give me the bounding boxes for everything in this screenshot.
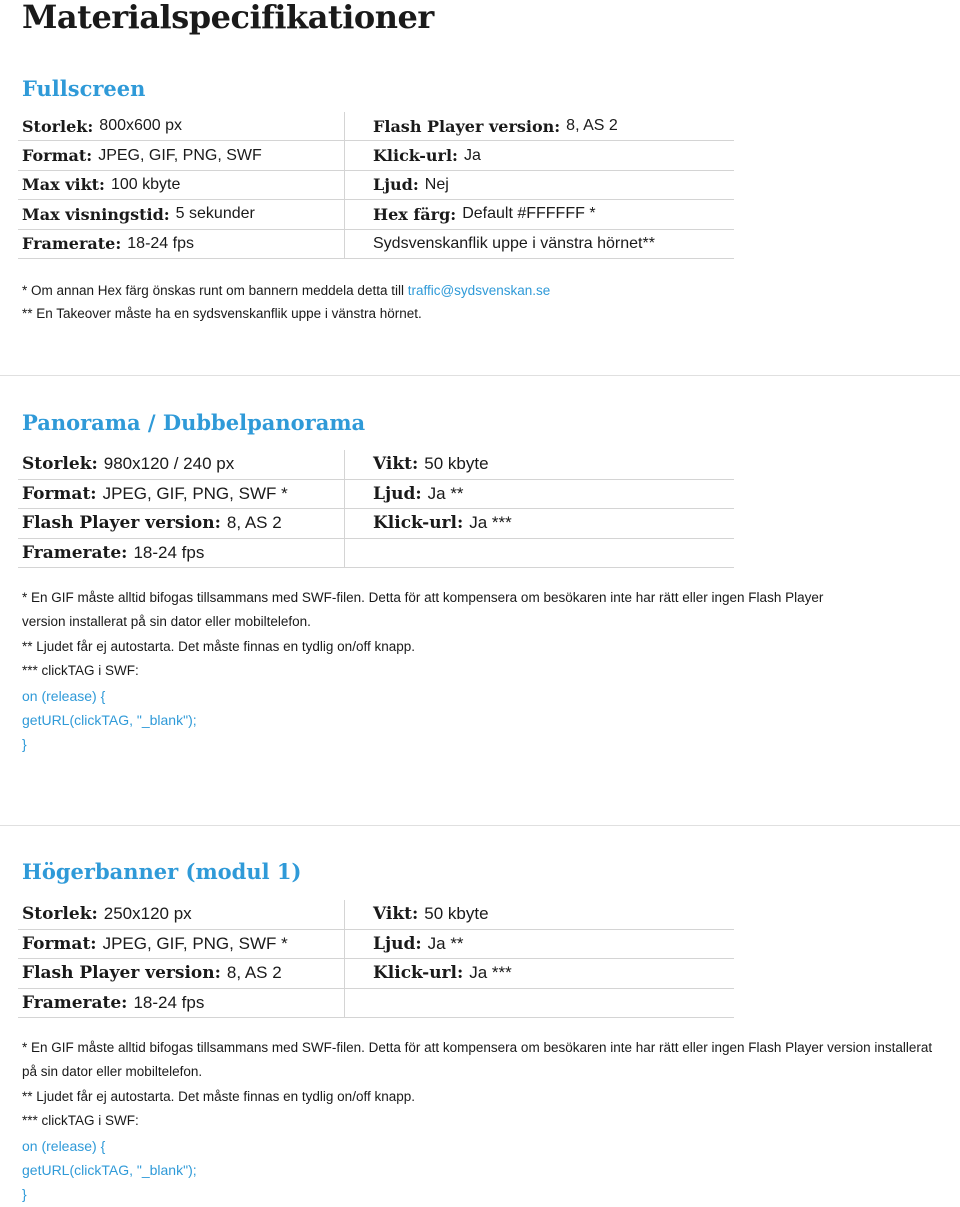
spec-cell-left <box>18 930 345 959</box>
spec-cell-right <box>345 989 734 1018</box>
spec-cell-left <box>18 539 345 568</box>
note-takeover: ** En Takeover måste ha en sydsvenskanflik uppe i vänstra hörnet. <box>22 306 422 321</box>
spec-value: Ja ** <box>427 483 464 503</box>
spec-cell-right <box>345 141 734 169</box>
spec-row <box>18 539 734 569</box>
spec-cell-left <box>18 959 345 988</box>
page-title: Materialspecifikationer <box>22 0 434 36</box>
spec-value: Ja ** <box>427 933 464 953</box>
spec-value: 50 kbyte <box>424 454 489 474</box>
note-audio: ** Ljudet får ej autostarta. Det måste finnas en tydlig on/off knapp. <box>22 638 415 654</box>
spec-row <box>18 200 734 229</box>
spec-label: Hex färg: <box>373 204 457 224</box>
spec-value: 8, AS 2 <box>226 513 282 533</box>
spec-label: Storlek: <box>22 904 98 925</box>
note-gif: * En GIF måste alltid bifogas tillsammans med SWF-filen. Detta för att kompensera om besökaren inte har rätt eller ingen Flash Player version installerat <box>22 1040 933 1055</box>
spec-label: Framerate: <box>22 992 128 1013</box>
spec-label: Klick-url: <box>373 963 464 984</box>
note-gif-cont: version installerat på sin dator eller mobiltelefon. <box>22 614 311 630</box>
spec-value: 8, AS 2 <box>566 117 618 135</box>
spec-value: 50 kbyte <box>424 904 489 924</box>
spec-label: Flash Player version: <box>22 513 221 534</box>
spec-row <box>18 171 734 200</box>
spec-value: 18-24 fps <box>127 234 194 252</box>
spec-label: Flash Player version: <box>22 963 221 984</box>
spec-cell-right <box>345 112 734 140</box>
spec-value: Ja *** <box>469 513 512 533</box>
spec-label: Ljud: <box>373 175 419 195</box>
spec-value: JPEG, GIF, PNG, SWF <box>98 146 262 164</box>
spec-cell-right <box>345 539 734 568</box>
note-audio: ** Ljudet får ej autostarta. Det måste finnas en tydlig on/off knapp. <box>22 1088 415 1104</box>
spec-value: 980x120 / 240 px <box>103 454 235 474</box>
section-divider <box>0 825 960 826</box>
note-clicktag: *** clickTAG i SWF: <box>22 1113 139 1129</box>
spec-value: JPEG, GIF, PNG, SWF * <box>102 933 288 953</box>
spec-cell-left <box>18 112 345 140</box>
spec-value: 18-24 fps <box>133 542 205 562</box>
spec-cell-right <box>345 200 734 228</box>
spec-row <box>18 230 734 259</box>
spec-value: Ja *** <box>469 963 512 983</box>
spec-label: Flash Player version: <box>373 116 561 136</box>
section-title-panorama: Panorama / Dubbelpanorama <box>22 410 366 435</box>
section-title-hogerbanner: Högerbanner (modul 1) <box>22 859 302 884</box>
spec-cell-left <box>18 200 345 228</box>
spec-label: Klick-url: <box>373 513 464 534</box>
spec-row <box>18 509 734 539</box>
spec-cell-left <box>18 141 345 169</box>
spec-cell-left <box>18 230 345 258</box>
code-line-3: } <box>22 1186 27 1203</box>
spec-row <box>18 480 734 510</box>
spec-label: Storlek: <box>22 454 98 475</box>
section-title-fullscreen: Fullscreen <box>22 76 146 101</box>
spec-cell-right <box>345 450 734 479</box>
spec-label: Format: <box>22 483 97 504</box>
spec-row <box>18 450 734 480</box>
spec-label: Ljud: <box>373 483 422 504</box>
spec-table-panorama <box>18 450 734 568</box>
spec-label: Klick-url: <box>373 146 458 166</box>
spec-value: Ja <box>463 146 481 164</box>
code-line-2: getURL(clickTAG, "_blank"); <box>22 1162 197 1179</box>
spec-label: Max vikt: <box>22 175 105 195</box>
spec-value: 5 sekunder <box>175 205 255 223</box>
spec-table-fullscreen <box>18 112 734 259</box>
spec-label: Vikt: <box>373 904 419 925</box>
spec-label: Vikt: <box>373 454 419 475</box>
spec-cell-right <box>345 480 734 509</box>
code-line-1: on (release) { <box>22 1137 106 1154</box>
spec-row <box>18 141 734 170</box>
code-line-2: getURL(clickTAG, "_blank"); <box>22 712 197 729</box>
spec-value: Sydsvenskanflik uppe i vänstra hörnet** <box>373 234 655 252</box>
notes-panorama <box>22 586 952 757</box>
spec-value: Default #FFFFFF * <box>462 205 596 223</box>
spec-value: 100 kbyte <box>110 175 181 193</box>
spec-row <box>18 989 734 1019</box>
code-line-1: on (release) { <box>22 687 106 704</box>
spec-value: 8, AS 2 <box>226 963 282 983</box>
spec-cell-left <box>18 450 345 479</box>
note-clicktag: *** clickTAG i SWF: <box>22 663 139 679</box>
spec-row <box>18 900 734 930</box>
note-gif-cont: på sin dator eller mobiltelefon. <box>22 1064 203 1080</box>
spec-cell-right <box>345 230 734 258</box>
section-divider <box>0 375 960 376</box>
spec-cell-right <box>345 171 734 199</box>
spec-cell-left <box>18 509 345 538</box>
spec-label: Format: <box>22 146 93 166</box>
spec-label: Framerate: <box>22 234 122 254</box>
notes-fullscreen <box>22 279 952 325</box>
spec-cell-right <box>345 930 734 959</box>
code-line-3: } <box>22 736 27 753</box>
spec-value: JPEG, GIF, PNG, SWF * <box>102 483 288 503</box>
note-hex-color-text: * Om annan Hex färg önskas runt om bannern meddela detta till <box>22 283 408 298</box>
note-gif: * En GIF måste alltid bifogas tillsammans med SWF-filen. Detta för att kompensera om besökaren inte har rätt eller ingen Flash Player <box>22 590 824 605</box>
note-hex-color <box>22 279 952 302</box>
spec-value: 800x600 px <box>99 117 183 135</box>
spec-row <box>18 112 734 141</box>
spec-cell-left <box>18 989 345 1018</box>
spec-label: Ljud: <box>373 933 422 954</box>
spec-cell-left <box>18 900 345 929</box>
spec-cell-right <box>345 509 734 538</box>
spec-table-hogerbanner <box>18 900 734 1018</box>
notes-hogerbanner <box>22 1036 952 1207</box>
spec-label: Storlek: <box>22 116 94 136</box>
spec-cell-right <box>345 900 734 929</box>
spec-value: 250x120 px <box>103 904 192 924</box>
spec-label: Framerate: <box>22 542 128 563</box>
spec-row <box>18 930 734 960</box>
spec-value: 18-24 fps <box>133 992 205 1012</box>
spec-cell-left <box>18 480 345 509</box>
spec-cell-left <box>18 171 345 199</box>
traffic-email-link[interactable]: traffic@sydsvenskan.se <box>407 283 551 298</box>
spec-label: Format: <box>22 933 97 954</box>
spec-value: Nej <box>424 175 449 193</box>
spec-label: Max visningstid: <box>22 204 170 224</box>
spec-cell-right <box>345 959 734 988</box>
spec-row <box>18 959 734 989</box>
